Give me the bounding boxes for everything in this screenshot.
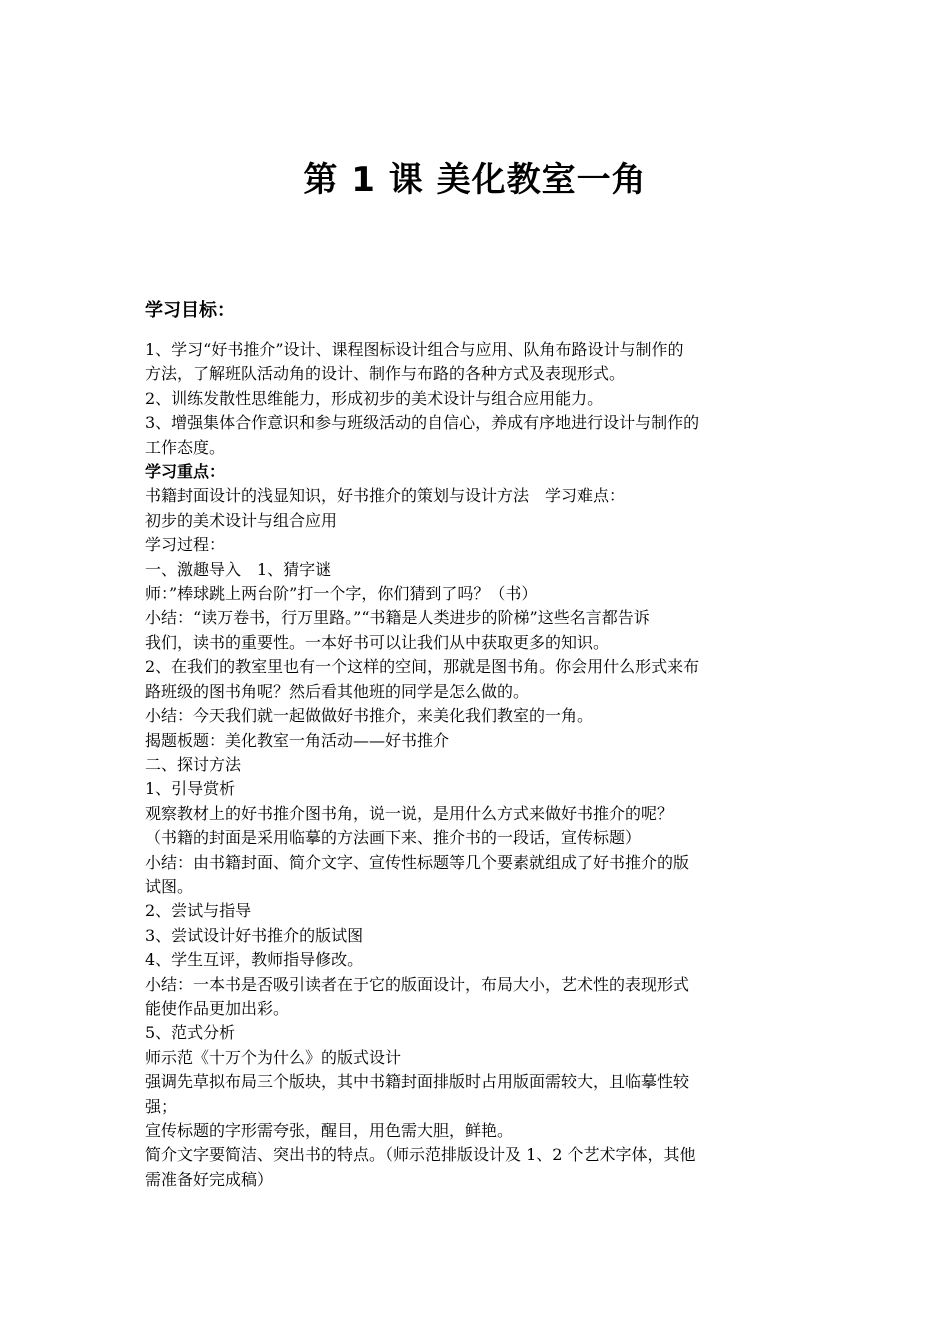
text-line: （书籍的封面是采用临摹的方法画下来、推介书的一段话，宣传标题） (145, 828, 642, 848)
text-line: 小结：由书籍封面、简介文字、宣传性标题等几个要素就组成了好书推介的版 (145, 852, 690, 872)
text-line: 强调先草拟布局三个版块，其中书籍封面排版时占用版面需较大，且临摹性较 (145, 1072, 690, 1092)
text-line: 2、在我们的教室里也有一个这样的空间，那就是图书角。你会用什么形式来布 (145, 657, 700, 677)
text-line: 书籍封面设计的浅显知识，好书推介的策划与设计方法 学习难点： (145, 486, 626, 506)
text-line: 初步的美术设计与组合应用 (145, 510, 338, 530)
text-line: 师示范《十万个为什么》的版式设计 (145, 1047, 402, 1067)
text-line: 1、引导赏析 (145, 779, 236, 799)
process-block (145, 484, 807, 1192)
text-line: 二、探讨方法 (145, 754, 242, 774)
text-line: 2、训练发散性思维能力，形成初步的美术设计与组合应用能力。 (145, 388, 604, 408)
objectives-heading: 学习目标： (145, 300, 235, 321)
text-line: 3、尝试设计好书推介的版试图 (145, 925, 364, 945)
text-line: 1、学习“好书推介”设计、课程图标设计组合与应用、队角布路设计与制作的 (145, 340, 684, 359)
text-line: 小结：“读万卷书，行万里路。”“书籍是人类进步的阶梯”这些名言都告诉 (145, 608, 650, 628)
text-line: 宣传标题的字形需夸张，醒目，用色需大胆，鲜艳。 (145, 1121, 514, 1140)
objectives-block (145, 338, 807, 460)
text-line: 需准备好完成稿） (145, 1169, 274, 1189)
text-line: 工作态度。 (145, 437, 226, 457)
text-line: 4、学生互评，教师指导修改。 (145, 950, 364, 970)
text-line: 方法，了解班队活动角的设计、制作与布路的各种方式及表现形式。 (145, 364, 626, 384)
focus-heading: 学习重点： (145, 462, 226, 482)
text-line: 我们，读书的重要性。一本好书可以让我们从中获取更多的知识。 (145, 632, 610, 652)
text-line: 简介文字要简洁、突出书的特点。（师示范排版设计及 1、2 个艺术字体，其他 (145, 1145, 696, 1165)
text-line: 能使作品更加出彩。 (145, 998, 290, 1018)
text-line: 学习过程： (145, 535, 226, 555)
text-line: 5、范式分析 (145, 1023, 236, 1043)
text-line: 试图。 (145, 876, 194, 896)
text-line: 强； (145, 1096, 178, 1116)
text-line: 3、增强集体合作意识和参与班级活动的自信心，养成有序地进行设计与制作的 (145, 413, 700, 433)
text-line: 小结：今天我们就一起做做好书推介，来美化我们教室的一角。 (145, 706, 594, 726)
page-title: 第 1 课 美化教室一角 (303, 160, 647, 200)
text-line: 2、尝试与指导 (145, 901, 252, 921)
text-line: 师：”棒球跳上两台阶”打一个字，你们猜到了吗？（书） (145, 584, 538, 604)
text-line: 揭题板题：美化教室一角活动——好书推介 (145, 730, 450, 750)
document-body (145, 296, 807, 1192)
text-line: 观察教材上的好书推介图书角，说一说，是用什么方式来做好书推介的呢？ (145, 803, 674, 823)
text-line: 路班级的图书角呢？然后看其他班的同学是怎么做的。 (145, 681, 530, 701)
text-line: 小结：一本书是否吸引读者在于它的版面设计，布局大小，艺术性的表现形式 (145, 974, 690, 994)
text-line: 一、激趣导入 1、猜字谜 (145, 559, 332, 579)
